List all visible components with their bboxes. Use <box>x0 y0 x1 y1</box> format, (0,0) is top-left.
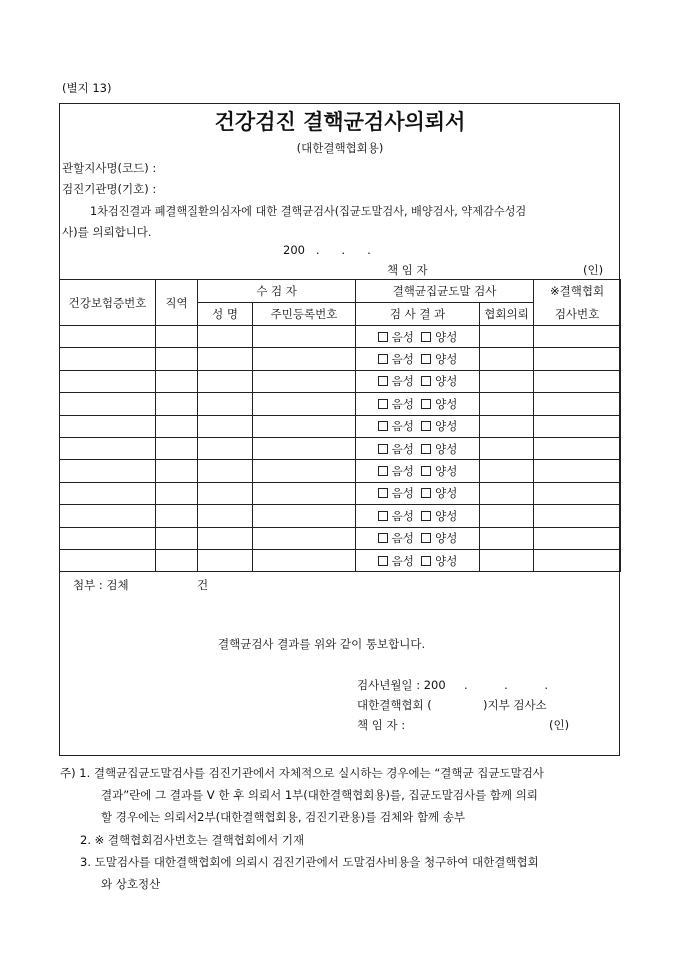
table-cell[interactable] <box>156 505 198 527</box>
table-cell[interactable] <box>156 527 198 549</box>
header-assoc-1: ※결핵협회 <box>534 280 621 303</box>
table-cell[interactable] <box>253 393 356 415</box>
table-cell[interactable] <box>534 482 621 504</box>
table-cell[interactable] <box>253 348 356 370</box>
positive-label: 양성 <box>435 374 458 389</box>
positive-label: 양성 <box>435 508 458 523</box>
table-cell[interactable] <box>198 348 253 370</box>
table-row <box>60 415 621 437</box>
negative-label: 음성 <box>391 419 414 434</box>
seal-mark-2: (인) <box>549 718 570 732</box>
table-row <box>60 437 621 459</box>
positive-label: 양성 <box>435 396 458 411</box>
table-cell[interactable] <box>253 549 356 571</box>
note-2: 2. ※ 결핵협회검사번호는 결핵협회에서 기재 <box>80 833 305 847</box>
table-cell[interactable] <box>480 437 534 459</box>
note-3-cont: 와 상호정산 <box>101 877 161 891</box>
assoc-branch: 대한결핵협회 ( )지부 검사소 <box>357 698 547 712</box>
note-1-cont: 결과”란에 그 결과를 V 한 후 의뢰서 1부(대한결핵협회용)를, 집균도말검사를 함께 의뢰 <box>101 788 538 802</box>
table-row <box>60 393 621 415</box>
table-cell[interactable] <box>534 505 621 527</box>
note-1: 주) 1. 결핵균집균도말검사를 검진기관에서 자체적으로 실시하는 경우에는 “결핵균 집균도말검사 <box>60 766 544 780</box>
positive-checkbox[interactable] <box>421 488 431 498</box>
negative-checkbox[interactable] <box>378 399 388 409</box>
positive-checkbox[interactable] <box>421 332 431 342</box>
table-cell[interactable] <box>60 370 156 392</box>
table-cell[interactable] <box>156 393 198 415</box>
table-cell[interactable] <box>253 437 356 459</box>
table-cell[interactable] <box>480 326 534 348</box>
result-cell[interactable] <box>356 326 480 348</box>
result-cell[interactable] <box>356 549 480 571</box>
positive-label: 양성 <box>435 352 458 367</box>
result-cell[interactable] <box>356 415 480 437</box>
table-cell[interactable] <box>253 460 356 482</box>
table-cell[interactable] <box>156 460 198 482</box>
page-title: 건강검진 결핵균검사의뢰서 <box>214 109 466 134</box>
table-cell[interactable] <box>60 348 156 370</box>
negative-label: 음성 <box>391 352 414 367</box>
attachment-label: 첨부 : 검체 <box>73 578 129 592</box>
table-cell[interactable] <box>156 437 198 459</box>
request-text-cont: 사)를 의뢰합니다. <box>62 225 152 239</box>
negative-checkbox[interactable] <box>378 488 388 498</box>
positive-label: 양성 <box>435 441 458 456</box>
negative-checkbox[interactable] <box>378 466 388 476</box>
results-table <box>59 279 621 572</box>
negative-label: 음성 <box>391 374 414 389</box>
result-cell[interactable] <box>356 505 480 527</box>
table-cell[interactable] <box>480 415 534 437</box>
positive-checkbox[interactable] <box>421 354 431 364</box>
header-smear: 결핵균집균도말 검사 <box>356 280 534 303</box>
negative-checkbox[interactable] <box>378 376 388 386</box>
table-row <box>60 460 621 482</box>
table-cell[interactable] <box>60 527 156 549</box>
negative-label: 음성 <box>391 464 414 479</box>
request-date: 200 . . . <box>283 243 371 257</box>
table-cell[interactable] <box>480 527 534 549</box>
positive-checkbox[interactable] <box>421 533 431 543</box>
negative-label: 음성 <box>391 396 414 411</box>
table-cell[interactable] <box>253 326 356 348</box>
table-row <box>60 505 621 527</box>
notice-text: 결핵균검사 결과를 위와 같이 통보합니다. <box>218 637 426 651</box>
positive-label: 양성 <box>435 419 458 434</box>
table-cell[interactable] <box>198 505 253 527</box>
table-row <box>60 482 621 504</box>
table-row <box>60 527 621 549</box>
negative-checkbox[interactable] <box>378 354 388 364</box>
request-text: 1차검진결과 폐결핵질환의심자에 대한 결핵균검사(집균도말검사, 배양검사, 약제감수성검 <box>90 205 527 218</box>
positive-label: 양성 <box>435 329 458 344</box>
table-cell[interactable] <box>253 527 356 549</box>
attachment-unit: 건 <box>197 578 209 592</box>
result-cell[interactable] <box>356 482 480 504</box>
table-cell[interactable] <box>156 348 198 370</box>
header-job: 직역 <box>156 280 198 326</box>
table-cell[interactable] <box>198 437 253 459</box>
table-cell[interactable] <box>60 415 156 437</box>
table-cell[interactable] <box>198 326 253 348</box>
table-cell[interactable] <box>60 393 156 415</box>
result-cell[interactable] <box>356 437 480 459</box>
table-cell[interactable] <box>253 482 356 504</box>
header-assoc-2: 검사번호 <box>534 303 621 326</box>
table-cell[interactable] <box>198 460 253 482</box>
form-number: (별지 13) <box>62 81 112 95</box>
table-cell[interactable] <box>480 393 534 415</box>
negative-checkbox[interactable] <box>378 511 388 521</box>
table-cell[interactable] <box>156 549 198 571</box>
table-cell[interactable] <box>480 370 534 392</box>
negative-label: 음성 <box>391 486 414 501</box>
table-cell[interactable] <box>534 393 621 415</box>
table-cell[interactable] <box>198 393 253 415</box>
responsible-label: 책 임 자 <box>387 263 428 277</box>
positive-label: 양성 <box>435 486 458 501</box>
result-cell[interactable] <box>356 460 480 482</box>
negative-checkbox[interactable] <box>378 556 388 566</box>
table-cell[interactable] <box>60 505 156 527</box>
table-cell[interactable] <box>534 527 621 549</box>
institution-label: 검진기관명(기호) : <box>62 182 157 196</box>
positive-checkbox[interactable] <box>421 466 431 476</box>
seal-mark: (인) <box>583 263 604 277</box>
header-request: 협회의뢰 <box>480 303 534 326</box>
negative-label: 음성 <box>391 553 414 568</box>
branch-label: 관할지사명(코드) : <box>62 161 157 175</box>
table-cell[interactable] <box>198 549 253 571</box>
negative-label: 음성 <box>391 508 414 523</box>
table-cell[interactable] <box>198 415 253 437</box>
table-cell[interactable] <box>60 326 156 348</box>
negative-label: 음성 <box>391 441 414 456</box>
table-row <box>60 326 621 348</box>
negative-checkbox[interactable] <box>378 421 388 431</box>
positive-checkbox[interactable] <box>421 444 431 454</box>
table-cell[interactable] <box>480 482 534 504</box>
negative-checkbox[interactable] <box>378 533 388 543</box>
positive-checkbox[interactable] <box>421 511 431 521</box>
positive-label: 양성 <box>435 531 458 546</box>
table-cell[interactable] <box>198 370 253 392</box>
header-insurance: 건강보험증번호 <box>60 280 156 326</box>
table-cell[interactable] <box>534 348 621 370</box>
table-row <box>60 370 621 392</box>
header-examinee: 수 검 자 <box>198 280 356 303</box>
exam-date: 검사년월일 : 200 . . . <box>357 678 549 692</box>
table-cell[interactable] <box>534 460 621 482</box>
table-cell[interactable] <box>60 482 156 504</box>
positive-checkbox[interactable] <box>421 399 431 409</box>
result-cell[interactable] <box>356 527 480 549</box>
positive-label: 양성 <box>435 553 458 568</box>
header-rrn: 주민등록번호 <box>253 303 356 326</box>
negative-checkbox[interactable] <box>378 332 388 342</box>
table-cell[interactable] <box>534 437 621 459</box>
table-row <box>60 549 621 571</box>
negative-label: 음성 <box>391 531 414 546</box>
result-cell[interactable] <box>356 370 480 392</box>
header-result: 검 사 결 과 <box>356 303 480 326</box>
table-cell[interactable] <box>480 549 534 571</box>
table-cell[interactable] <box>253 370 356 392</box>
header-name: 성 명 <box>198 303 253 326</box>
table-cell[interactable] <box>156 326 198 348</box>
table-cell[interactable] <box>198 527 253 549</box>
table-row <box>60 348 621 370</box>
note-1-cont-2: 할 경우에는 의뢰서2부(대한결핵협회용, 검진기관용)를 검체와 함께 송부 <box>101 810 466 824</box>
subtitle: (대한결핵협회용) <box>296 141 384 155</box>
table-cell[interactable] <box>534 549 621 571</box>
result-cell[interactable] <box>356 348 480 370</box>
result-cell[interactable] <box>356 393 480 415</box>
responsible-label-2: 책 임 자 : <box>357 718 406 732</box>
note-3: 3. 도말검사를 대한결핵협회에 의뢰시 검진기관에서 도말검사비용을 청구하여 대한결핵협회 <box>80 855 539 869</box>
negative-label: 음성 <box>391 329 414 344</box>
table-cell[interactable] <box>60 549 156 571</box>
table-cell[interactable] <box>198 482 253 504</box>
table-cell[interactable] <box>534 326 621 348</box>
table-cell[interactable] <box>480 348 534 370</box>
table-cell[interactable] <box>156 482 198 504</box>
positive-label: 양성 <box>435 464 458 479</box>
table-cell[interactable] <box>156 415 198 437</box>
table-cell[interactable] <box>156 370 198 392</box>
table-cell[interactable] <box>480 460 534 482</box>
table-cell[interactable] <box>480 505 534 527</box>
table-cell[interactable] <box>253 505 356 527</box>
table-cell[interactable] <box>253 415 356 437</box>
positive-checkbox[interactable] <box>421 421 431 431</box>
positive-checkbox[interactable] <box>421 376 431 386</box>
table-cell[interactable] <box>534 415 621 437</box>
negative-checkbox[interactable] <box>378 444 388 454</box>
positive-checkbox[interactable] <box>421 556 431 566</box>
table-cell[interactable] <box>60 437 156 459</box>
table-cell[interactable] <box>60 460 156 482</box>
table-cell[interactable] <box>534 370 621 392</box>
